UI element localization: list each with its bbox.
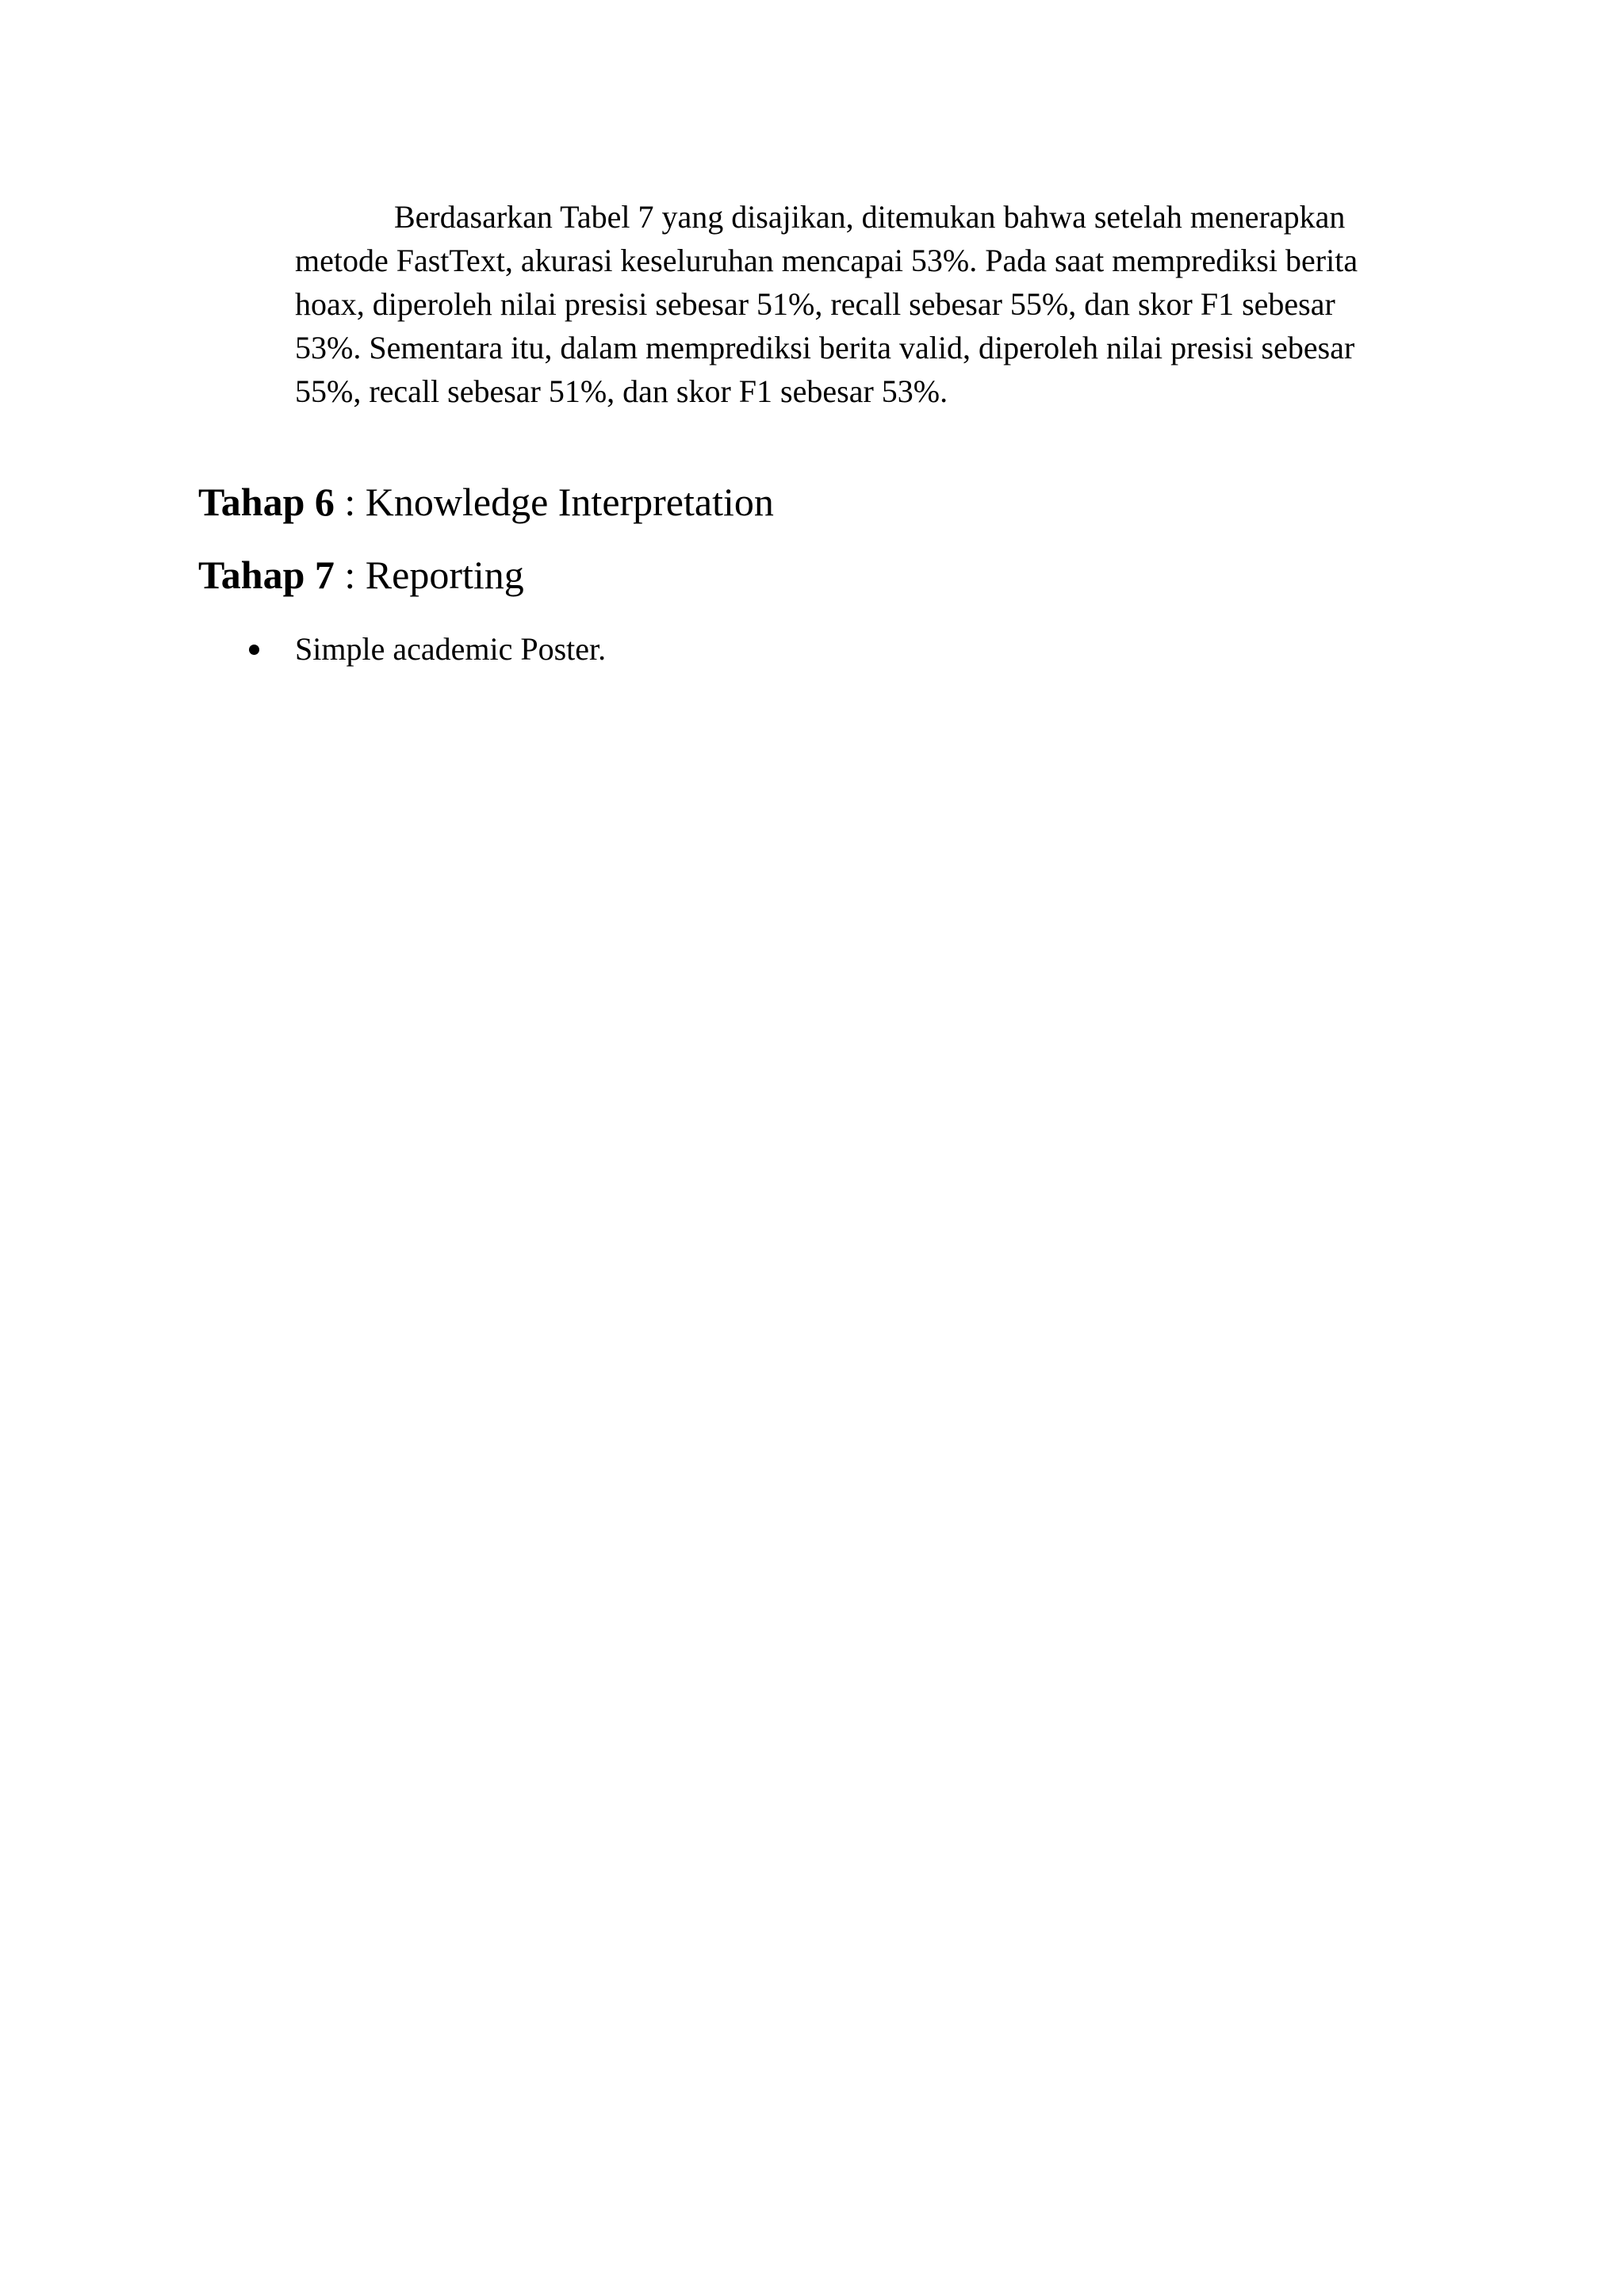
heading-label: Tahap 6 — [198, 480, 335, 524]
paragraph-line: 53%. Sementara itu, dalam memprediksi berita valid, diperoleh nilai presisi sebesar — [295, 330, 1355, 365]
heading-label: Tahap 7 — [198, 553, 335, 597]
heading-text: Reporting — [365, 553, 524, 597]
heading-text: Knowledge Interpretation — [365, 480, 774, 524]
section-heading-tahap-7 — [198, 551, 524, 599]
section-heading-tahap-6 — [198, 478, 774, 526]
paragraph-line: hoax, diperoleh nilai presisi sebesar 51%, recall sebesar 55%, dan skor F1 sebesar — [295, 286, 1335, 322]
results-paragraph — [295, 195, 1405, 413]
list-item-text: Simple academic Poster. — [295, 631, 607, 667]
list-item — [246, 628, 606, 671]
paragraph-line: 55%, recall sebesar 51%, dan skor F1 sebesar 53%. — [295, 373, 948, 409]
heading-separator: : — [334, 553, 366, 597]
bullet-list — [246, 628, 606, 671]
paragraph-line: metode FastText, akurasi keseluruhan mencapai 53%. Pada saat memprediksi berita — [295, 243, 1358, 278]
heading-separator: : — [334, 480, 366, 524]
bullet-dot-icon — [249, 645, 259, 655]
paragraph-line: Berdasarkan Tabel 7 yang disajikan, ditemukan bahwa setelah menerapkan — [394, 199, 1346, 235]
